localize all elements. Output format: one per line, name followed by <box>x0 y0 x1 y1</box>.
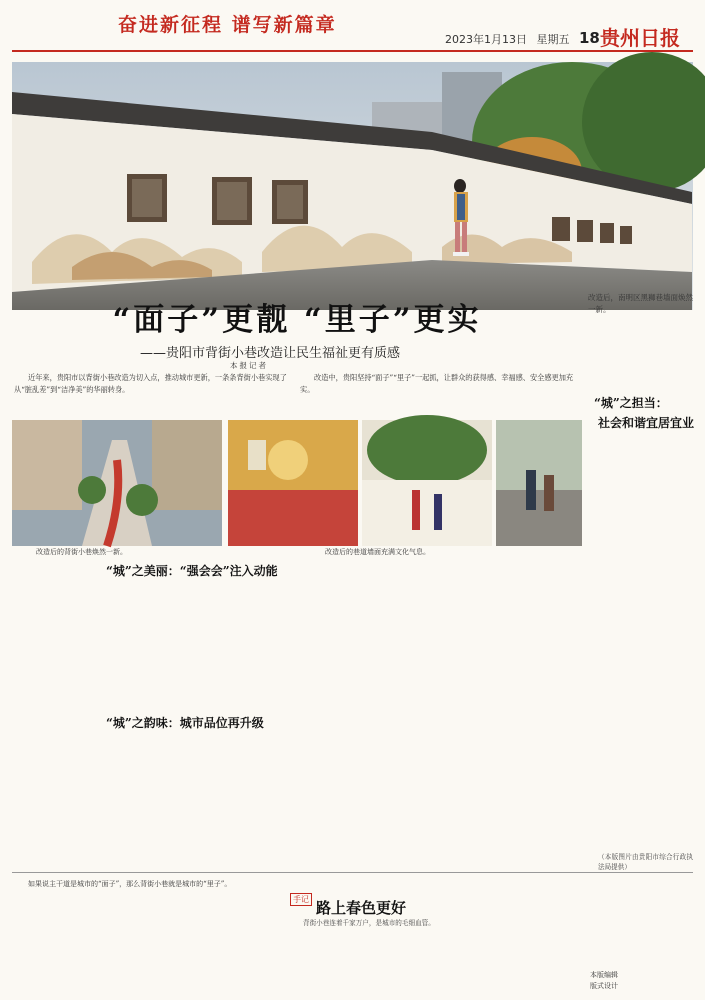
commentary-body: 背街小巷连着千家万户，是城市的毛细血管。 <box>303 919 435 927</box>
photo-tree-alley <box>362 420 492 546</box>
sidebar-note: （本版图片由贵阳市综合行政执法局提供） <box>598 853 693 872</box>
footer-rule <box>12 872 693 873</box>
editor-credit: 本版编辑 <box>590 971 618 979</box>
section-heading-1: “城”之美丽：“强会会”注入动能 <box>106 564 278 578</box>
sidebar-title: 社会和谐宜居宜业 <box>598 416 695 430</box>
commentary-title: 路上春色更好 <box>316 899 407 917</box>
alley-wall-illustration <box>12 62 693 310</box>
photo-caption-right: 改造后的巷道墙面充满文化气息。 <box>325 548 430 556</box>
photo-street-aerial <box>12 420 222 546</box>
commentary-text: 如果说主干道是城市的“面子”，那么背街小巷就是城市的“里子”。 <box>28 880 232 888</box>
column-tag: 手记 <box>290 893 312 906</box>
article-byline: 本报记者 <box>230 361 268 370</box>
photo-caption-left: 改造后的背街小巷焕然一新。 <box>36 548 127 556</box>
photo-residents <box>496 420 582 546</box>
designer-credit: 版式设计 <box>590 982 618 990</box>
article-subtitle: ——贵阳市背街小巷改造让民生福祉更有质感 <box>140 346 401 361</box>
hero-photo <box>12 62 693 310</box>
section-slogan: 奋进新征程 谱写新篇章 <box>118 14 337 36</box>
lead-paragraph-left: 近年来，贵阳市以背街小巷改造为切入点，推动城市更新，一条条背街小巷实现了从“脏乱差”到“洁净美”的华丽转身。 <box>14 373 287 394</box>
header-rule <box>12 50 693 52</box>
issue-date: 2023年1月13日 <box>445 33 527 46</box>
section-heading-2: “城”之韵味：城市品位再升级 <box>106 716 264 730</box>
newspaper-logo: 贵州日报 <box>600 26 680 50</box>
page-number: 18 <box>579 29 600 47</box>
issue-info <box>445 29 600 47</box>
hero-caption: 改造后，南明区黑狮巷墙面焕然一新。 <box>588 293 693 314</box>
sidebar-label: “城”之担当： <box>594 396 668 410</box>
issue-weekday: 星期五 <box>536 33 570 46</box>
article-title: “面子”更靓 “里子”更实 <box>112 302 482 338</box>
editor-credits <box>590 970 618 992</box>
lead-paragraph-right: 改造中，贵阳坚持“面子”“里子”一起抓，让群众的获得感、幸福感、安全感更加充实。 <box>300 373 574 394</box>
photo-painted-wall <box>228 420 358 546</box>
